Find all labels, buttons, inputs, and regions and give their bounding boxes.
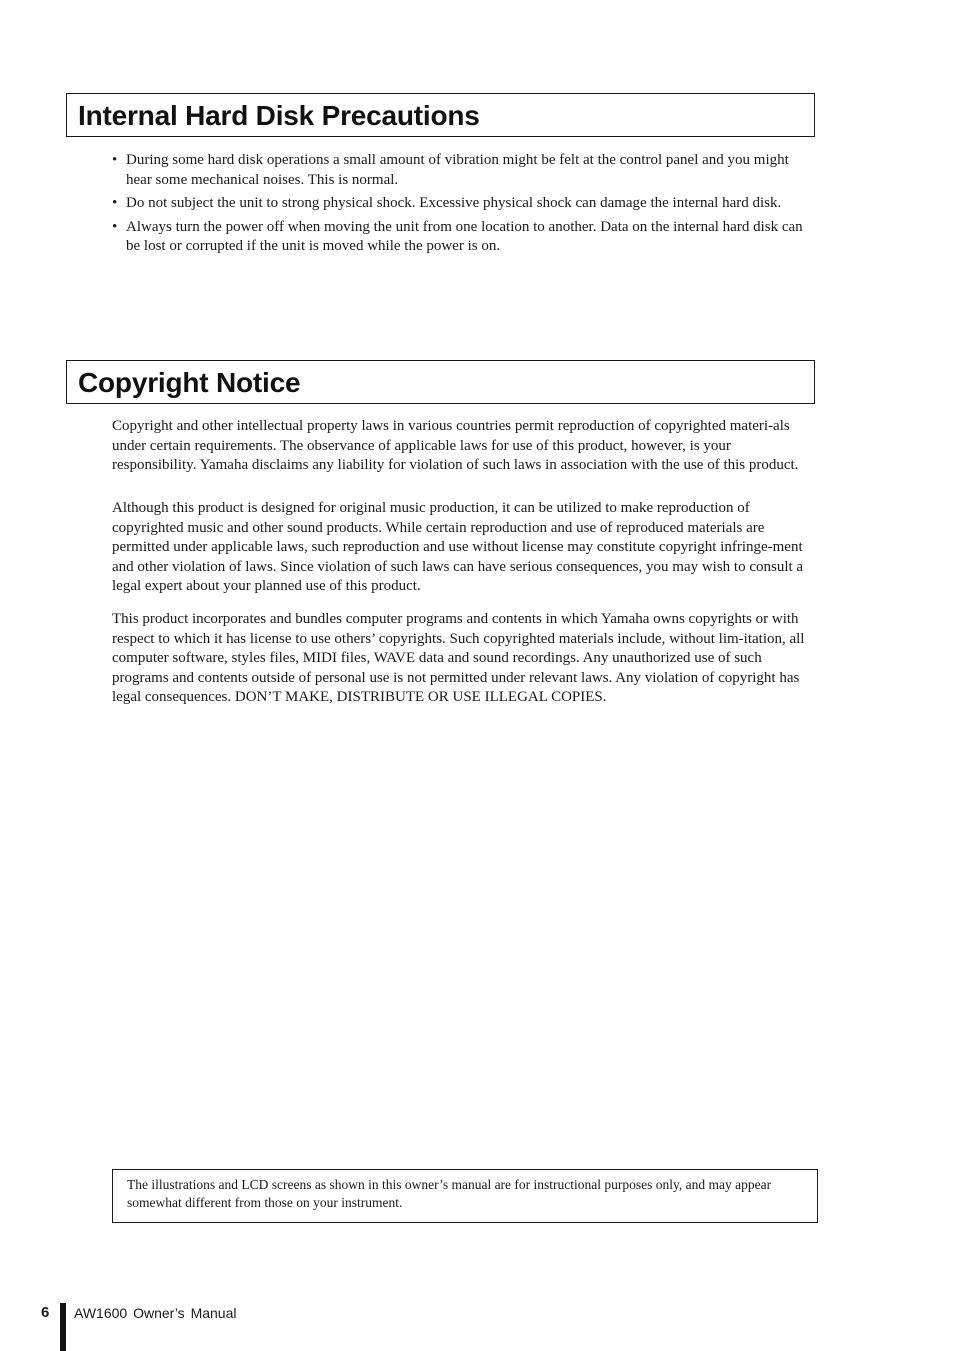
precautions-list	[112, 151, 818, 261]
copyright-paragraph: Copyright and other intellectual property laws in various countries permit reproduction of copyrighted materi-als under certain requirements. The observance of applicable laws for use of this product, however, is your responsibility. Yamaha disclaims any liability for violation of such laws in association with the use of this product.	[112, 418, 799, 473]
list-item	[112, 218, 818, 257]
page-marker-bar	[60, 1303, 66, 1351]
bullet-icon: •	[112, 152, 118, 168]
illustration-note-box	[112, 1169, 818, 1223]
copyright-paragraph: Although this product is designed for original music production, it can be utilized to make reproduction of copyrighted music and other sound products. While certain reproduction and use of reproduced materials are permitted under applicable laws, such reproduction and use without license may constitute copyright infringe-ment and other violation of laws. Since violation of such laws can have serious consequences, you may wish to consult a legal expert about your planned use of this product.	[112, 500, 804, 594]
copyright-paragraph: This product incorporates and bundles computer programs and contents in which Yamaha owns copyrights or with respect to which it has license to use others’ copyrights. Such copyrighted materials include, without lim-itation, all computer software, styles files, MIDI files, WAVE data and sound recordings. Any unauthorized use of such programs and contents outside of personal use is not permitted under relevant laws. Any violation of copyright has legal consequences. DON’T MAKE, DISTRIBUTE OR USE ILLEGAL COPIES.	[112, 611, 805, 705]
bullet-icon: •	[112, 195, 118, 211]
section-title: Copyright Notice	[78, 367, 301, 398]
section-title: Internal Hard Disk Precautions	[78, 100, 480, 131]
section-header-copyright	[66, 360, 815, 404]
note-text: The illustrations and LCD screens as shown in this owner’s manual are for instructional purposes only, and may appear somewhat different from those on your instrument.	[127, 1177, 772, 1210]
section-header-hard-disk	[66, 93, 815, 137]
list-item	[112, 151, 818, 190]
bullet-icon: •	[112, 218, 118, 235]
bullet-text: During some hard disk operations a small amount of vibration might be felt at the control panel and you might hear some mechanical noises. This is normal.	[126, 152, 789, 188]
manual-title: AW1600 Owner’s Manual	[74, 1305, 237, 1321]
bullet-text: Always turn the power off when moving the unit from one location to another. Data on the internal hard disk can be lost or corrupted if the unit is moved while the power is on.	[126, 218, 803, 254]
list-item	[112, 194, 818, 214]
bullet-text: Do not subject the unit to strong physical shock. Excessive physical shock can damage the internal hard disk.	[126, 195, 782, 211]
page-number: 6	[41, 1304, 50, 1321]
